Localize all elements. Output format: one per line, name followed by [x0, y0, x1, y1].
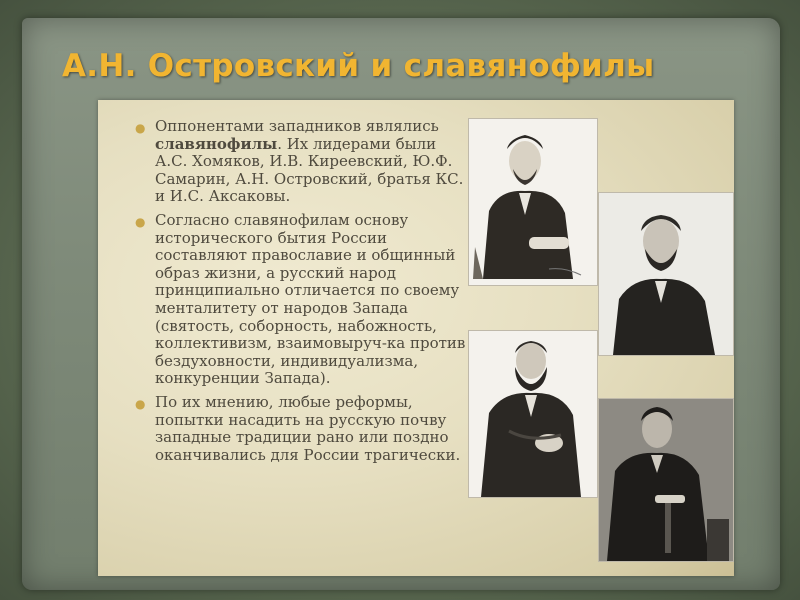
- bullet-dot-icon: ●: [135, 214, 146, 229]
- portrait-young-man-seated-photo-icon: [598, 398, 734, 562]
- bullet-1-text-before: Оппонентами западников являлись: [155, 117, 439, 135]
- bullet-2-text: Согласно славянофилам основу исторического бытия России составляют православие и общинный образ жизни, а русский народ принципиально отличается по своему менталитету от народов Запада (святость, соборность, набожность, коллективизм, взаимовыруч-ка против бездуховности, индивидуализма, конкуренции Запада).: [155, 210, 466, 388]
- bullet-item-1: [133, 118, 469, 206]
- bullet-3-text: По их мнению, любые реформы, попытки насадить на русскую почву западные традиции рано или поздно оканчивались для России трагически.: [155, 392, 461, 464]
- bullet-item-3: [133, 394, 469, 464]
- slide-title: А.Н. Островский и славянофилы: [62, 48, 655, 84]
- bullet-1-text-after: . Их лидерами были А.С. Хомяков, И.В. Киреевский, Ю.Ф. Самарин, А.Н. Островский, братья КС. и И.С. Аксаковы.: [155, 134, 464, 206]
- bullet-dot-icon: ●: [135, 121, 146, 135]
- portrait-bearded-man-bust-icon: [598, 192, 734, 356]
- portrait-bearded-man-arms-crossed-icon: [468, 330, 598, 498]
- bullet-list: [133, 118, 469, 470]
- bullet-dot-icon: ●: [135, 396, 146, 411]
- portrait-seated-man-engraving-icon: [468, 118, 598, 286]
- bullet-item-2: [133, 212, 469, 388]
- bullet-1-text-bold: славянофилы: [155, 134, 278, 153]
